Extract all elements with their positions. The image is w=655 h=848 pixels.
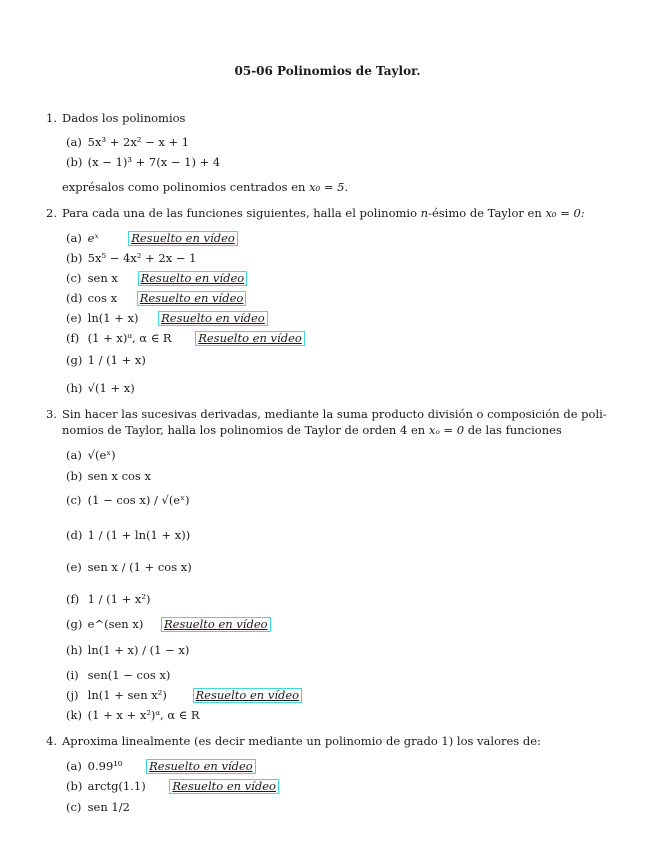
- exercise-3-item-f: (f) 1 / (1 + x²): [66, 592, 151, 606]
- math-expression: (1 + x + x²)ᵅ, α ∈ R: [87, 708, 200, 722]
- exercise-3-item-j: (j) ln(1 + sen x²) Resuelto en vídeo: [66, 688, 302, 703]
- math-expression: sen(1 − cos x): [87, 668, 171, 682]
- math-expression: 1 / (1 + ln(1 + x)): [87, 528, 191, 542]
- exercise-3-item-c: (c) (1 − cos x) / √(eˣ): [66, 493, 190, 507]
- math-expression: ln(1 + sen x²): [87, 688, 167, 702]
- exercise-2-item-a: (a) eˣ Resuelto en vídeo: [66, 231, 238, 246]
- exercise-3-item-k: (k) (1 + x + x²)ᵅ, α ∈ R: [66, 708, 200, 722]
- exercise-1-number: 1.: [46, 111, 57, 125]
- exercise-3-item-h: (h) ln(1 + x) / (1 − x): [66, 643, 190, 657]
- video-link[interactable]: Resuelto en vídeo: [137, 291, 247, 306]
- math-expression: (x − 1)³ + 7(x − 1) + 4: [87, 155, 221, 169]
- exercise-3-item-b: (b) sen x cos x: [66, 469, 151, 483]
- math-expression: sen x: [87, 271, 118, 285]
- exercise-2-item-c: (c) sen x Resuelto en vídeo: [66, 271, 247, 286]
- math-expression: 1 / (1 + x²): [87, 592, 151, 606]
- math-expression: sen x / (1 + cos x): [87, 560, 192, 574]
- exercise-2-item-d: (d) cos x Resuelto en vídeo: [66, 291, 246, 306]
- exercise-4-item-b: (b) arctg(1.1) Resuelto en vídeo: [66, 779, 279, 794]
- exercise-3-intro-line1: Sin hacer las sucesivas derivadas, mediante la suma producto división o composición de poli-: [62, 407, 607, 421]
- math-expression: (1 − cos x) / √(eˣ): [87, 493, 190, 507]
- exercise-1-item-b: (b) (x − 1)³ + 7(x − 1) + 4: [66, 155, 221, 169]
- math-expression: cos x: [87, 291, 118, 305]
- page-title: 05-06 Polinomios de Taylor.: [234, 64, 421, 78]
- exercise-1-outro: exprésalos como polinomios centrados en x₀ = 5.: [62, 180, 349, 194]
- video-link[interactable]: Resuelto en vídeo: [146, 759, 256, 774]
- math-expression: 0.99¹⁰: [87, 759, 123, 773]
- exercise-2-item-b: (b) 5x⁵ − 4x² + 2x − 1: [66, 251, 197, 265]
- exercise-4-item-c: (c) sen 1/2: [66, 800, 130, 814]
- math-expression: √(eˣ): [87, 448, 116, 462]
- video-link[interactable]: Resuelto en vídeo: [138, 271, 248, 286]
- exercise-2-item-f: (f) (1 + x)ᵅ, α ∈ R Resuelto en vídeo: [66, 331, 305, 346]
- math-expression: e^(sen x): [87, 617, 144, 631]
- exercise-2-item-e: (e) ln(1 + x) Resuelto en vídeo: [66, 311, 268, 326]
- exercise-2-item-g: (g) 1 / (1 + x): [66, 353, 146, 367]
- math-expression: sen 1/2: [87, 800, 130, 814]
- video-link[interactable]: Resuelto en vídeo: [193, 688, 303, 703]
- exercise-2-item-h: (h) √(1 + x): [66, 381, 135, 395]
- math-expression: arctg(1.1): [87, 779, 146, 793]
- exercise-2-number: 2.: [46, 206, 57, 220]
- video-link[interactable]: Resuelto en vídeo: [161, 617, 271, 632]
- video-link[interactable]: Resuelto en vídeo: [169, 779, 279, 794]
- exercise-1-item-a: (a) 5x³ + 2x² − x + 1: [66, 135, 190, 149]
- exercise-3-item-i: (i) sen(1 − cos x): [66, 668, 171, 682]
- math-expression: eˣ: [87, 231, 99, 245]
- exercise-4-number: 4.: [46, 734, 57, 748]
- exercise-3-intro-line2: nomios de Taylor, halla los polinomios de Taylor de orden 4 en xₒ = 0 de las funciones: [62, 423, 562, 437]
- exercise-3-number: 3.: [46, 407, 57, 421]
- video-link[interactable]: Resuelto en vídeo: [195, 331, 305, 346]
- math-expression: ln(1 + x): [87, 311, 139, 325]
- video-link[interactable]: Resuelto en vídeo: [128, 231, 238, 246]
- math-expression: sen x cos x: [87, 469, 151, 483]
- exercise-1-intro: Dados los polinomios: [62, 111, 186, 125]
- exercise-3-item-d: (d) 1 / (1 + ln(1 + x)): [66, 528, 191, 542]
- exercise-3-item-e: (e) sen x / (1 + cos x): [66, 560, 192, 574]
- math-expression: 5x⁵ − 4x² + 2x − 1: [87, 251, 197, 265]
- exercise-4-item-a: (a) 0.99¹⁰ Resuelto en vídeo: [66, 759, 256, 774]
- math-expression: √(1 + x): [87, 381, 135, 395]
- exercise-3-item-a: (a) √(eˣ): [66, 448, 116, 462]
- video-link[interactable]: Resuelto en vídeo: [158, 311, 268, 326]
- math-expression: (1 + x)ᵅ, α ∈ R: [87, 331, 172, 345]
- math-expression: 1 / (1 + x): [87, 353, 146, 367]
- exercise-4-intro: Aproxima linealmente (es decir mediante un polinomio de grado 1) los valores de:: [62, 734, 541, 748]
- exercise-2-intro: Para cada una de las funciones siguientes, halla el polinomio n-ésimo de Taylor en x₀ = 0:: [62, 206, 585, 220]
- exercise-3-item-g: (g) e^(sen x) Resuelto en vídeo: [66, 617, 271, 632]
- math-expression: ln(1 + x) / (1 − x): [87, 643, 190, 657]
- math-expression: 5x³ + 2x² − x + 1: [87, 135, 190, 149]
